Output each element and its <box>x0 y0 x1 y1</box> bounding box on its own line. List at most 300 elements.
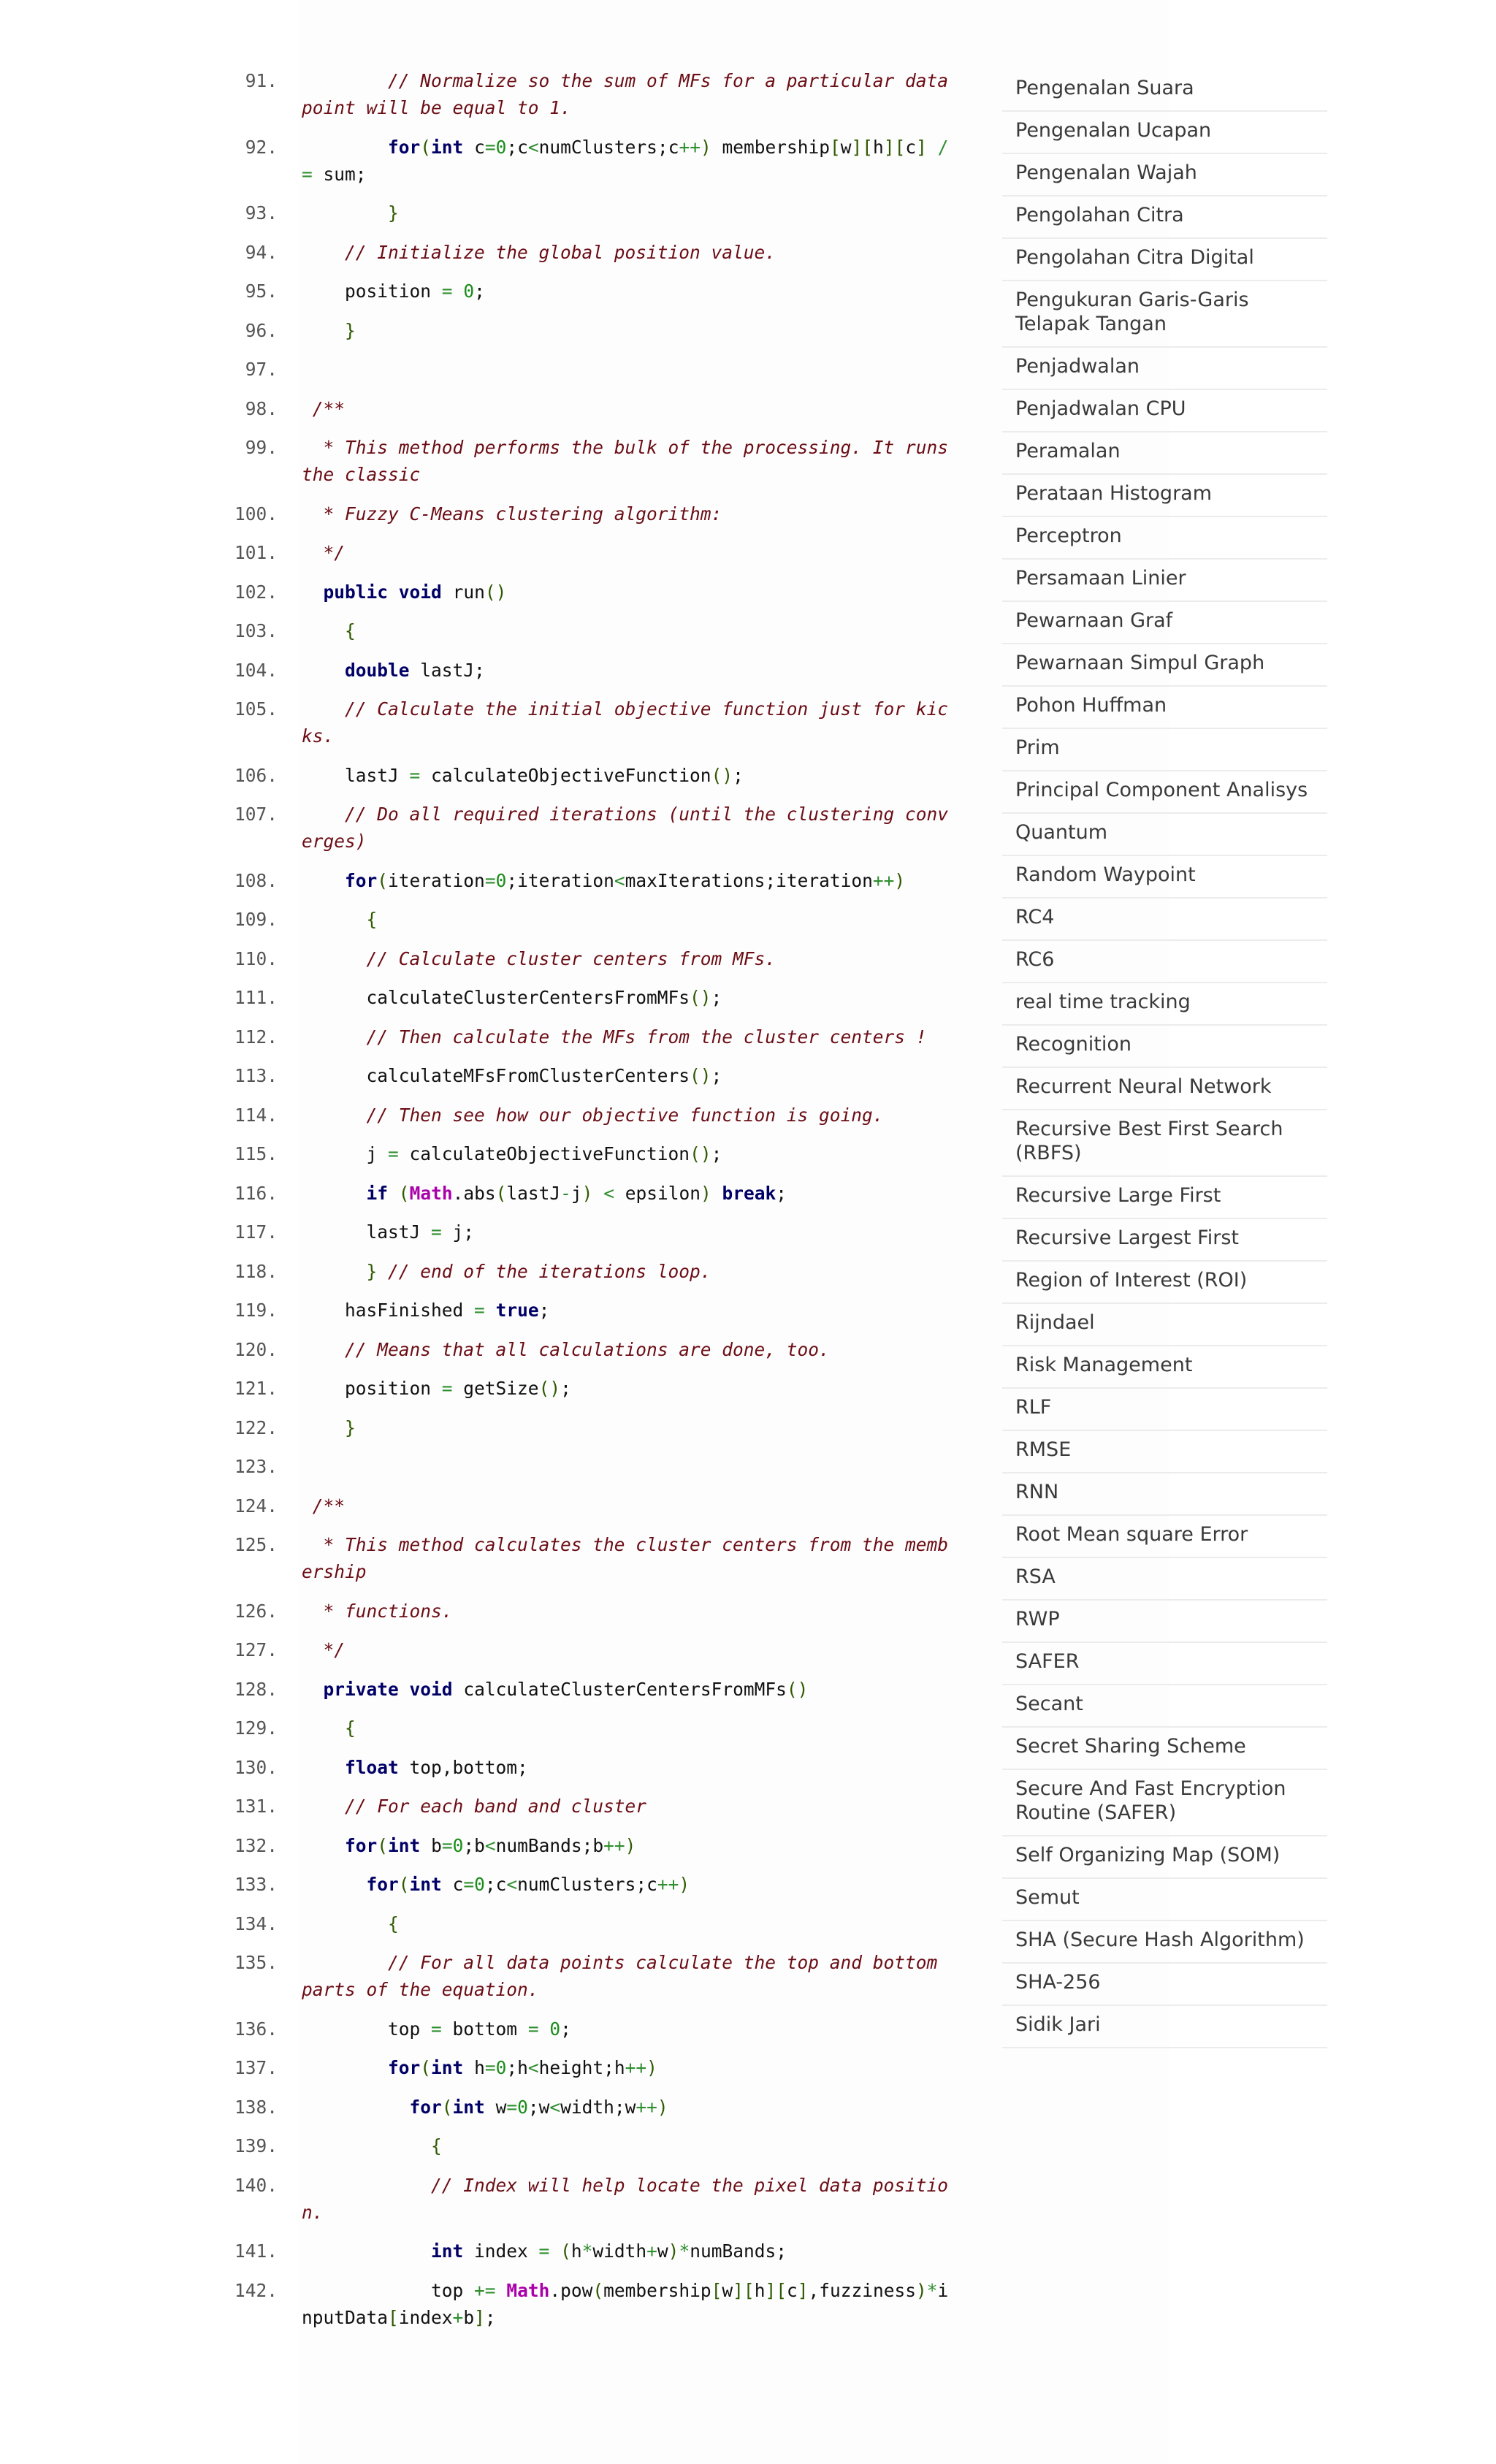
code-token: numBands;b <box>495 1834 604 1856</box>
sidebar-tag-link[interactable]: Semut <box>1002 1879 1327 1921</box>
code-token: 0 <box>474 1874 485 1895</box>
code-token: h <box>463 2057 485 2078</box>
code-token <box>711 1183 722 1204</box>
line-number: 107. <box>234 804 278 825</box>
code-token: */ <box>323 1639 346 1660</box>
code-token: < <box>549 2096 561 2118</box>
code-line <box>219 1258 950 1285</box>
sidebar-tag-link[interactable]: Pengolahan Citra <box>1002 197 1327 239</box>
code-token: - <box>560 1182 571 1204</box>
code-token: calculateObjectiveFunction <box>398 1143 690 1164</box>
code-token: top <box>302 2018 432 2040</box>
code-token: /** <box>312 1495 346 1517</box>
code-token: * <box>926 2279 938 2301</box>
code-token: break <box>722 1182 776 1204</box>
code-token: = <box>484 136 496 158</box>
code-line <box>219 278 950 305</box>
code-token <box>302 660 345 681</box>
code-token: } <box>345 1416 356 1438</box>
code-token: h <box>570 2240 582 2262</box>
code-token: ++ <box>872 869 895 891</box>
code-lines <box>219 67 959 2331</box>
sidebar-tag-link[interactable]: Quantum <box>1002 814 1327 856</box>
line-number: 124. <box>234 1495 278 1517</box>
code-line <box>219 67 959 121</box>
code-token: run <box>441 581 485 603</box>
code-token: ++ <box>657 1874 679 1895</box>
code-line <box>219 2132 950 2159</box>
code-text <box>302 2018 571 2040</box>
sidebar-tag-link[interactable]: Self Organizing Map (SOM) <box>1002 1836 1327 1879</box>
code-token: * This method performs the bulk of the processing. It runs the classic <box>302 437 959 485</box>
sidebar-tag-link[interactable]: Secret Sharing Scheme <box>1002 1728 1327 1770</box>
code-token <box>302 1679 324 1700</box>
code-token: top,bottom; <box>398 1756 528 1778</box>
code-line <box>219 1336 950 1363</box>
code-text <box>302 581 506 603</box>
sidebar-tag-link[interactable]: RLF <box>1002 1389 1327 1431</box>
line-number: 139. <box>234 2135 278 2156</box>
sidebar-tag-link[interactable]: Risk Management <box>1002 1346 1327 1389</box>
code-text <box>302 660 485 681</box>
sidebar-tag-link[interactable]: Perceptron <box>1002 517 1327 560</box>
sidebar-tag-link[interactable]: Random Waypoint <box>1002 856 1327 899</box>
code-token: = <box>527 2018 539 2040</box>
code-token: () <box>538 1378 561 1399</box>
code-token: ; <box>506 136 518 158</box>
code-token <box>302 1534 324 1555</box>
code-token: c <box>786 2279 798 2301</box>
code-token: h <box>754 2279 766 2301</box>
line-number: 117. <box>234 1221 278 1243</box>
line-number: 120. <box>234 1338 278 1360</box>
code-line <box>219 395 950 422</box>
code-line <box>219 500 950 527</box>
sidebar-tag-link[interactable]: Recursive Large First <box>1002 1177 1327 1219</box>
code-text <box>302 1105 884 1126</box>
code-token: // Normalize so the sum of MFs for a particular data point will be equal to 1. <box>302 70 959 118</box>
code-token: = <box>484 2057 496 2078</box>
code-token: index <box>398 2306 453 2328</box>
code-token: } <box>366 1260 378 1282</box>
code-token: ( <box>560 2240 571 2262</box>
sidebar-tag-link[interactable]: SHA-256 <box>1002 1964 1327 2006</box>
code-token: sum; <box>312 163 367 185</box>
code-line <box>219 1102 950 1129</box>
code-text <box>302 503 722 525</box>
code-token <box>302 242 345 263</box>
code-token: ] <box>797 2279 809 2301</box>
code-token: 0 <box>495 2057 507 2078</box>
sidebar-tag-link[interactable]: Perataan Histogram <box>1002 475 1327 517</box>
code-token: ++ <box>603 1834 625 1856</box>
sidebar-tag-link[interactable]: Principal Component Analisys <box>1002 771 1327 814</box>
sidebar-tag-link[interactable]: Prim <box>1002 729 1327 771</box>
code-token: membership <box>711 136 830 158</box>
code-text <box>302 987 722 1008</box>
code-token: < <box>527 2057 539 2078</box>
code-text <box>302 1952 948 2000</box>
code-token: = <box>463 1874 475 1895</box>
code-line <box>219 1636 950 1663</box>
code-token: /** <box>312 397 346 419</box>
code-token: < <box>614 869 625 891</box>
line-number: 99. <box>245 437 278 458</box>
code-text <box>302 765 744 786</box>
line-number: 137. <box>234 2057 278 2078</box>
line-number: 94. <box>245 241 278 263</box>
code-token: ) <box>700 136 711 158</box>
code-token: for <box>366 1874 399 1895</box>
code-token: ] <box>916 136 927 158</box>
code-token <box>302 2240 431 2262</box>
sidebar-tag-link[interactable]: RNN <box>1002 1473 1327 1516</box>
code-token: = <box>431 2018 442 2040</box>
sidebar-tag-link[interactable]: Persamaan Linier <box>1002 560 1327 602</box>
line-number: 102. <box>234 581 278 603</box>
line-number: 138. <box>234 2096 278 2118</box>
code-text <box>302 804 948 852</box>
code-text <box>302 281 485 302</box>
sidebar-tag-link[interactable]: Pengenalan Suara <box>1002 69 1327 112</box>
sidebar-tag-link[interactable]: Region of Interest (ROI) <box>1002 1262 1327 1304</box>
sidebar-tag-link[interactable]: Root Mean square Error <box>1002 1516 1327 1558</box>
code-text <box>302 620 356 641</box>
sidebar-tag-link[interactable]: Penjadwalan CPU <box>1002 390 1327 432</box>
code-line <box>219 1910 950 1937</box>
code-line <box>219 1793 950 1820</box>
code-token: // Calculate cluster centers from MFs. <box>366 947 776 969</box>
code-token: b <box>463 2306 475 2328</box>
code-token: () <box>690 987 711 1008</box>
code-token: ][ <box>883 136 906 158</box>
sidebar-tag-link[interactable]: Penjadwalan <box>1002 348 1327 390</box>
code-token: // For each band and cluster <box>345 1796 647 1817</box>
code-token: width <box>592 2240 647 2262</box>
code-token <box>302 2097 410 2118</box>
code-token: ;w <box>527 2096 550 2118</box>
code-token: [ <box>388 2306 399 2328</box>
code-text <box>302 1796 646 1817</box>
code-token: ) <box>916 2279 927 2301</box>
code-line <box>219 2238 950 2265</box>
code-token: w <box>657 2240 668 2262</box>
code-token <box>302 1952 388 1973</box>
line-number: 110. <box>234 947 278 969</box>
code-token: public <box>323 581 389 603</box>
line-number: 128. <box>234 1678 278 1700</box>
code-token: ; <box>538 1300 550 1321</box>
code-text <box>302 1339 830 1360</box>
code-token: ) <box>657 2096 668 2118</box>
line-number: 136. <box>234 2018 278 2040</box>
code-token: = <box>431 1221 442 1243</box>
code-token: * functions. <box>323 1600 453 1622</box>
code-token: for <box>345 1834 378 1856</box>
line-number: 131. <box>234 1796 278 1817</box>
line-number: 92. <box>245 136 278 158</box>
code-token: ,fuzziness <box>808 2279 917 2301</box>
code-token <box>302 1757 345 1778</box>
code-text <box>302 542 345 563</box>
line-number: 129. <box>234 1717 278 1739</box>
code-line <box>219 1297 950 1324</box>
code-token: for <box>345 869 378 891</box>
code-line <box>219 617 950 644</box>
code-token: 0 <box>495 869 507 891</box>
code-token: = <box>506 2096 518 2118</box>
code-token: ++ <box>636 2096 657 2118</box>
sidebar-tag-link[interactable]: Pohon Huffman <box>1002 687 1327 729</box>
code-token: w <box>840 136 852 158</box>
code-token: = <box>441 281 453 302</box>
code-text <box>302 1417 356 1438</box>
code-token: void <box>409 1678 453 1700</box>
code-token: < <box>506 1874 518 1895</box>
sidebar-tag-link[interactable]: Peramalan <box>1002 432 1327 475</box>
code-text <box>302 1143 722 1164</box>
sidebar-tag-link[interactable]: Recognition <box>1002 1026 1327 1068</box>
code-text <box>302 2057 657 2078</box>
code-token <box>302 870 345 891</box>
code-token: position <box>302 281 442 302</box>
sidebar-tag-link[interactable]: real time tracking <box>1002 983 1327 1026</box>
code-token: Math <box>506 2279 550 2301</box>
code-line <box>219 1140 950 1167</box>
code-token: () <box>484 581 507 603</box>
code-line <box>219 317 950 344</box>
line-number: 118. <box>234 1260 278 1282</box>
sidebar-tag-link[interactable]: Pengenalan Ucapan <box>1002 112 1327 154</box>
code-token: // Calculate the initial objective function just for kicks. <box>302 698 949 747</box>
line-number: 123. <box>234 1456 278 1477</box>
code-token: int <box>431 2240 464 2262</box>
line-number: 106. <box>234 764 278 786</box>
code-text <box>302 698 948 747</box>
line-number: 135. <box>234 1952 278 1973</box>
code-token: 0 <box>517 2096 528 2118</box>
sidebar-tag-link[interactable]: Pengukuran Garis-Garis Telapak Tangan <box>1002 281 1327 348</box>
code-token <box>302 1495 313 1517</box>
sidebar-tag-link[interactable]: SHA (Secure Hash Algorithm) <box>1002 1921 1327 1964</box>
code-token: numBands; <box>690 2240 787 2262</box>
code-block <box>219 67 959 2343</box>
code-line <box>219 695 950 750</box>
code-token: ; <box>657 136 668 158</box>
code-line <box>219 762 950 789</box>
sidebar-tag-link[interactable]: RWP <box>1002 1601 1327 1643</box>
code-token <box>592 1183 603 1204</box>
code-token: 0 <box>495 136 507 158</box>
code-token <box>485 1300 496 1321</box>
code-token: [ <box>711 2279 722 2301</box>
code-token: lastJ <box>302 764 410 786</box>
code-token: // Index will help locate the pixel data position. <box>302 2174 949 2223</box>
code-token: ; <box>711 1143 722 1164</box>
line-number: 142. <box>234 2279 278 2301</box>
code-token: // Means that all calculations are done, too. <box>345 1338 830 1360</box>
code-token <box>302 1026 367 1048</box>
code-token: . <box>452 1182 464 1204</box>
code-token <box>302 1339 345 1360</box>
code-line <box>219 2094 950 2121</box>
code-text <box>302 1601 453 1622</box>
code-text <box>302 1757 528 1778</box>
code-token: // Then see how our objective function is going. <box>366 1104 884 1126</box>
code-line <box>219 1714 950 1742</box>
code-line <box>219 1754 950 1781</box>
line-number: 126. <box>234 1600 278 1622</box>
code-token: ) <box>679 1874 690 1895</box>
code-line <box>219 984 950 1011</box>
code-token: calculateMFsFromClusterCenters <box>302 1065 690 1086</box>
code-text <box>302 1679 808 1700</box>
line-number: 125. <box>234 1534 278 1555</box>
line-number: 119. <box>234 1300 278 1321</box>
code-token: ( <box>592 2279 604 2301</box>
code-token <box>302 1796 345 1817</box>
sidebar-tag-link[interactable]: Rijndael <box>1002 1304 1327 1346</box>
sidebar-tag-link[interactable]: Recursive Best First Search (RBFS) <box>1002 1110 1327 1177</box>
code-token: { <box>388 1912 399 1934</box>
code-token: numClusters <box>538 136 657 158</box>
sidebar-tag-link[interactable]: Pewarnaan Graf <box>1002 602 1327 644</box>
code-text <box>302 1717 356 1739</box>
code-token: // Initialize the global position value. <box>345 241 776 263</box>
code-text <box>302 398 345 419</box>
code-token <box>302 202 388 224</box>
code-token: ) <box>894 869 906 891</box>
code-token: bottom <box>441 2018 528 2040</box>
sidebar-tag-link[interactable]: Pengenalan Wajah <box>1002 154 1327 197</box>
code-token: ][ <box>733 2279 755 2301</box>
sidebar-tag-link[interactable]: RMSE <box>1002 1431 1327 1473</box>
sidebar-tag-link[interactable]: Pengolahan Citra Digital <box>1002 239 1327 281</box>
code-token <box>302 581 324 603</box>
code-token <box>302 398 313 419</box>
code-token: 0 <box>452 1834 464 1856</box>
line-number: 132. <box>234 1834 278 1856</box>
code-token: () <box>711 764 733 786</box>
line-number: 122. <box>234 1416 278 1438</box>
code-line <box>219 539 950 566</box>
code-token: = <box>484 869 496 891</box>
code-token: ; <box>711 987 722 1008</box>
sidebar-tag-link[interactable]: Sidik Jari <box>1002 2006 1327 2048</box>
sidebar-tag-link[interactable]: Pewarnaan Simpul Graph <box>1002 644 1327 687</box>
code-token: ( <box>398 1182 410 1204</box>
code-token <box>302 503 324 525</box>
code-token <box>302 70 388 91</box>
code-text <box>302 1065 722 1086</box>
code-token: } <box>345 319 356 341</box>
sidebar-tag-link[interactable]: Secure And Fast Encryption Routine (SAFER) <box>1002 1770 1327 1836</box>
line-number: 95. <box>245 281 278 302</box>
code-token: numClusters;c <box>517 1874 657 1895</box>
sidebar-tag-link[interactable]: Recurrent Neural Network <box>1002 1068 1327 1110</box>
code-token: position <box>302 1378 442 1399</box>
code-text <box>302 137 948 185</box>
code-line <box>219 2172 950 2226</box>
code-line <box>219 867 950 894</box>
code-token: = <box>474 1300 485 1321</box>
code-token <box>302 1835 345 1856</box>
code-token: lastJ; <box>409 659 485 681</box>
code-token: ) <box>581 1182 593 1204</box>
code-token: int <box>431 2057 464 2078</box>
code-line <box>219 1871 950 1898</box>
sidebar-tag-link[interactable]: Secant <box>1002 1685 1327 1728</box>
line-number: 140. <box>234 2174 278 2196</box>
code-token: () <box>690 1065 711 1086</box>
code-token: lastJ <box>506 1182 561 1204</box>
sidebar-tag-link[interactable]: Recursive Largest First <box>1002 1219 1327 1262</box>
code-token <box>302 698 345 720</box>
code-line <box>219 2015 950 2042</box>
code-token: c <box>441 1874 464 1895</box>
code-token: // For all data points calculate the top and bottom parts of the equation. <box>302 1952 949 2000</box>
code-token: maxIterations;iteration <box>625 869 873 891</box>
code-token: calculateObjectiveFunction <box>420 764 711 786</box>
code-text <box>302 202 399 224</box>
code-token: ;iteration <box>506 869 614 891</box>
code-token: ;b <box>463 1834 485 1856</box>
code-token: ; <box>560 2018 571 2040</box>
code-token <box>302 1717 345 1739</box>
code-token <box>302 1261 367 1282</box>
code-text <box>302 70 959 118</box>
code-token: c <box>463 136 485 158</box>
code-line <box>219 1375 950 1402</box>
code-token: ( <box>420 2057 432 2078</box>
line-number: 112. <box>234 1026 278 1048</box>
code-token: w <box>484 2096 507 2118</box>
code-token: = <box>388 1143 399 1164</box>
tag-list-sidebar <box>1002 69 1327 2048</box>
code-token <box>399 1679 410 1700</box>
code-token <box>388 581 399 603</box>
code-token <box>302 948 367 969</box>
code-text <box>302 242 776 263</box>
line-number: 113. <box>234 1065 278 1086</box>
code-token: // Do all required iterations (until the clustering converges) <box>302 804 949 852</box>
code-token: + <box>452 2306 464 2328</box>
code-token: = <box>409 764 421 786</box>
code-line <box>219 1598 950 1625</box>
code-token: calculateClusterCentersFromMFs <box>302 987 690 1008</box>
line-number: 114. <box>234 1104 278 1126</box>
code-token: ; <box>776 1182 787 1204</box>
code-token: [ <box>830 136 841 158</box>
code-token: * This method calculates the cluster centers from the membership <box>302 1534 949 1582</box>
code-line <box>219 1062 950 1089</box>
code-token <box>388 1183 399 1204</box>
code-token: ][ <box>851 136 874 158</box>
sidebar-tag-link[interactable]: RC4 <box>1002 899 1327 941</box>
sidebar-tag-link[interactable]: RC6 <box>1002 941 1327 983</box>
code-text <box>302 437 959 485</box>
code-line <box>219 239 950 266</box>
code-token: void <box>398 581 442 603</box>
code-token: int <box>388 1834 421 1856</box>
code-token <box>302 2175 431 2196</box>
code-text <box>302 1026 927 1048</box>
sidebar-tag-link[interactable]: RSA <box>1002 1558 1327 1601</box>
code-token <box>302 804 345 825</box>
code-text <box>302 870 905 891</box>
code-token: getSize <box>452 1378 539 1399</box>
sidebar-tag-link[interactable]: SAFER <box>1002 1643 1327 1685</box>
